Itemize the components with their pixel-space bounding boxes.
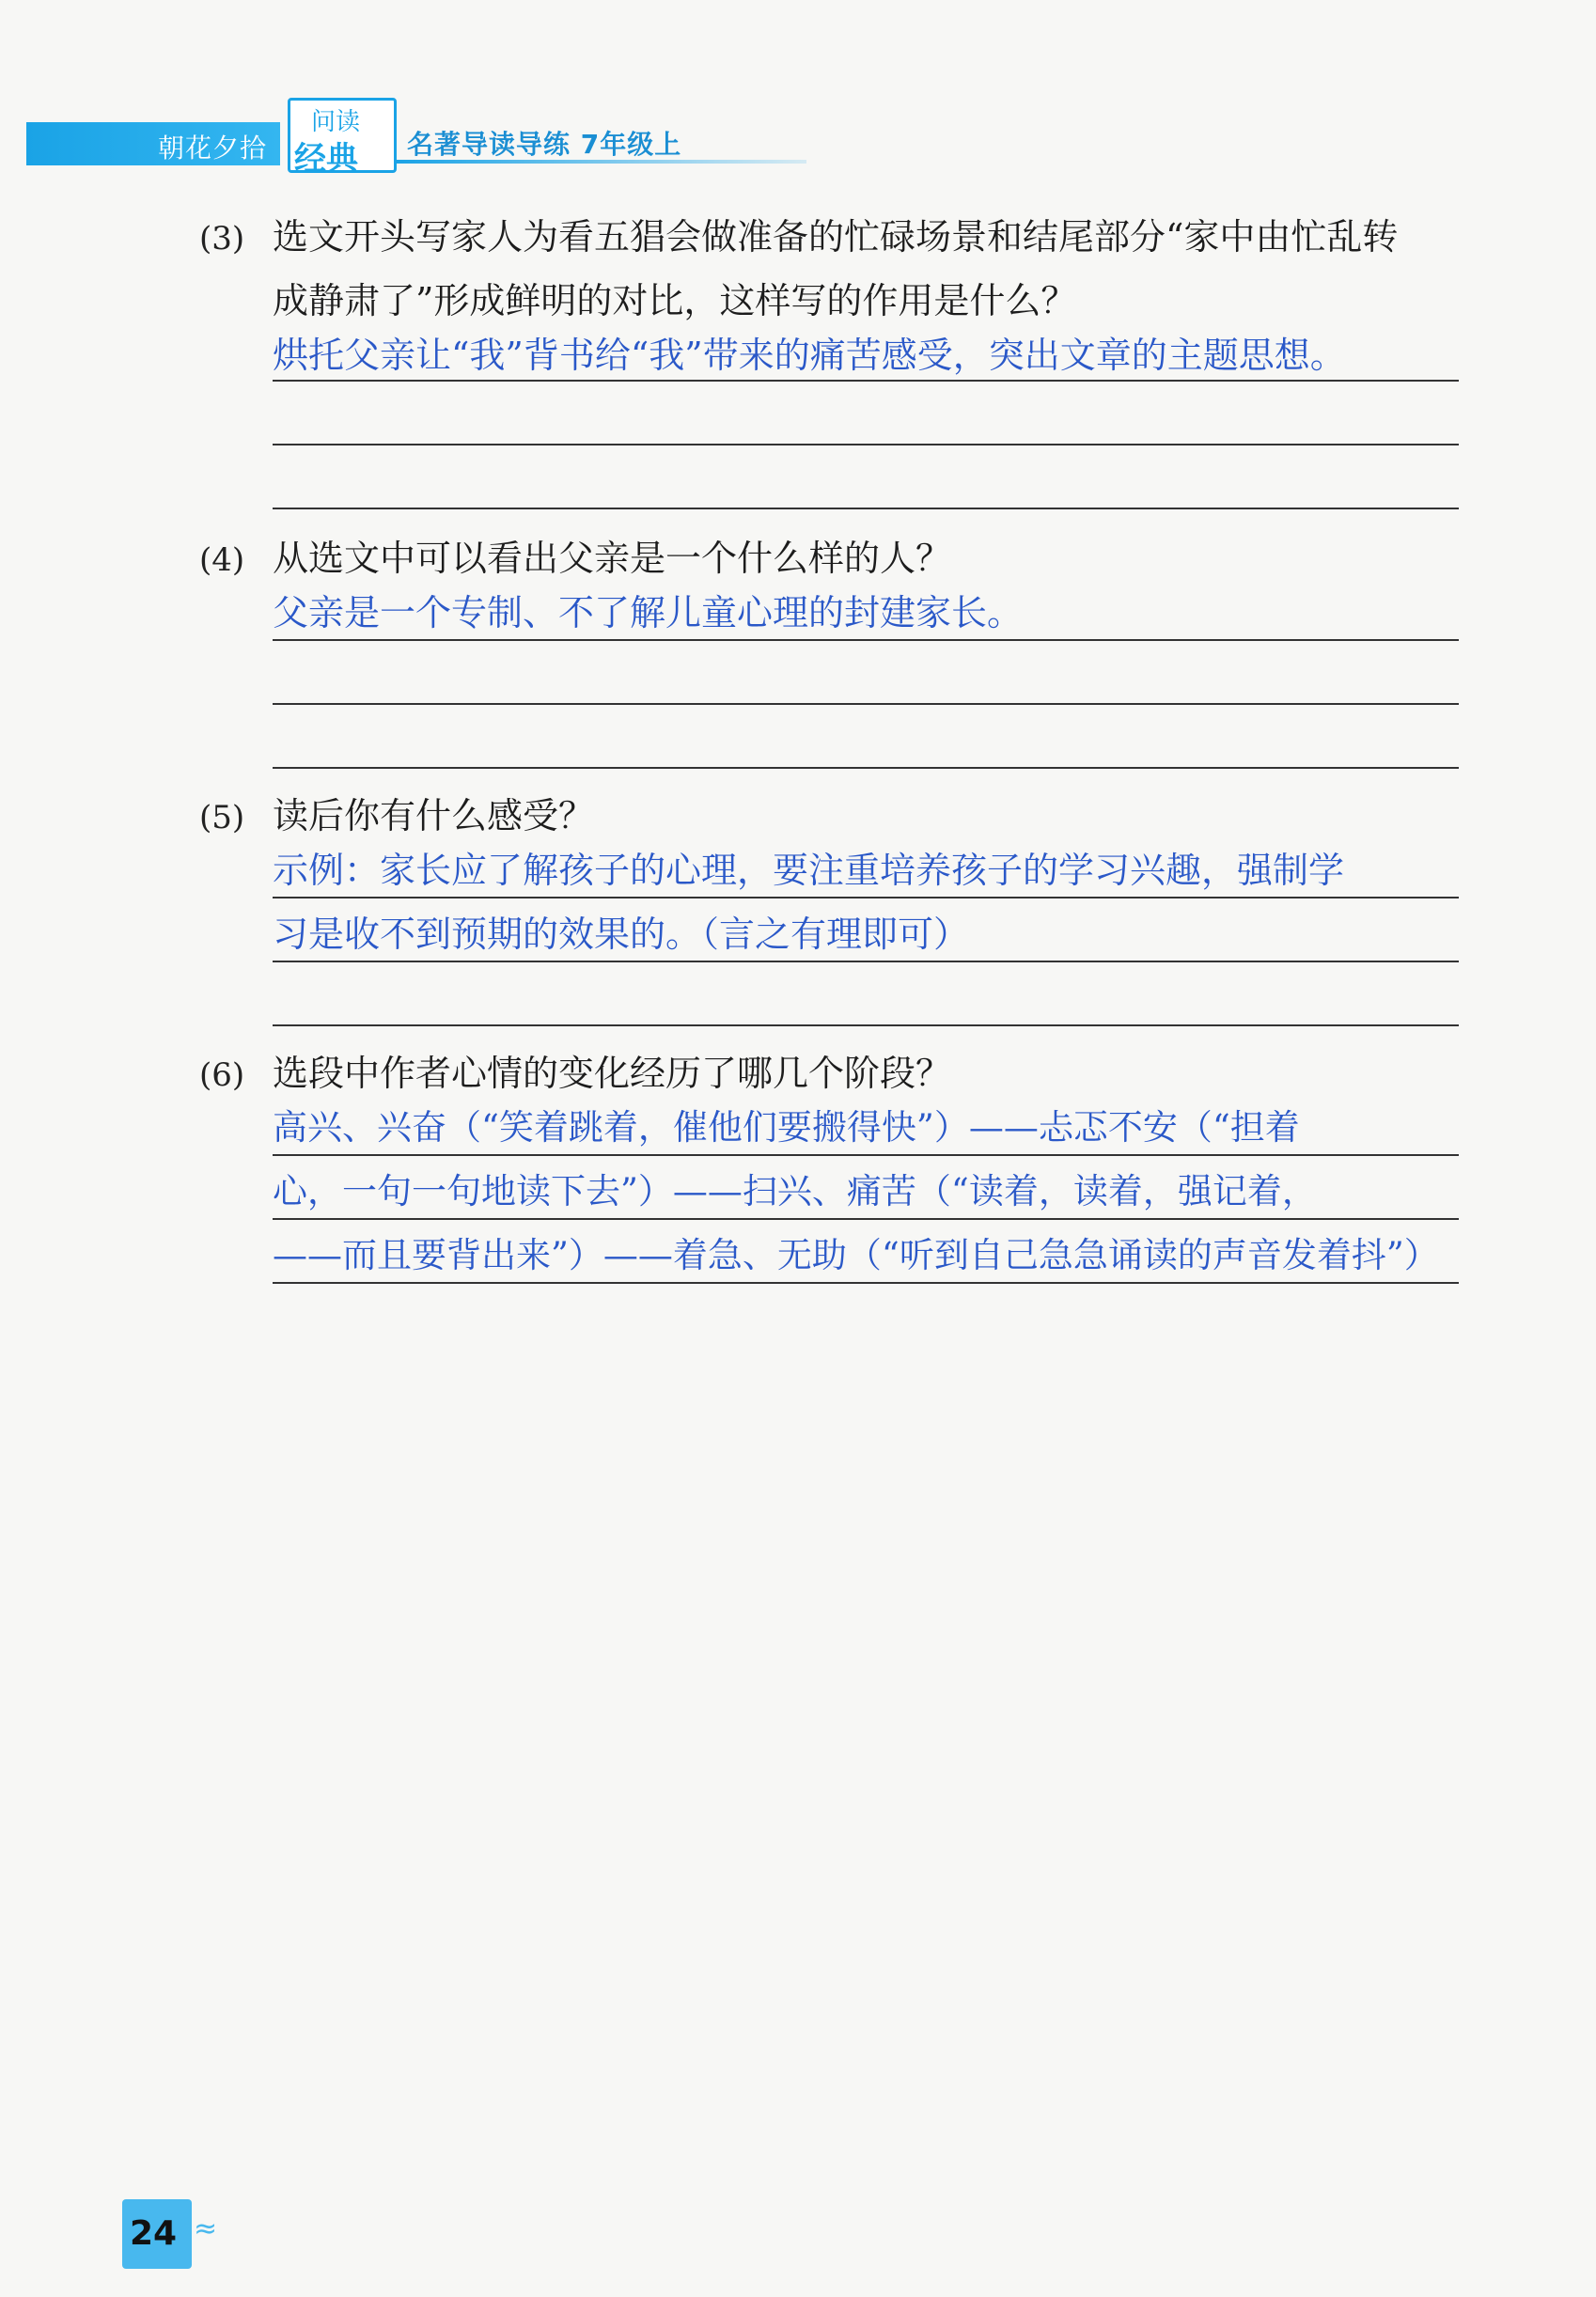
answer-rule (273, 1218, 1459, 1220)
question-number: (5) (199, 799, 245, 836)
answer-rule (273, 897, 1459, 898)
logo-top-text: 问读 (311, 108, 361, 136)
answer-rule (273, 380, 1459, 382)
answer-line: 习是收不到预期的效果的。（言之有理即可） (273, 914, 970, 955)
answer-rule (273, 639, 1459, 641)
answer-line: 心，一句一句地读下去”）——扫兴、痛苦（“读着，读着，强记着， (273, 1171, 1317, 1211)
question-number: (4) (199, 541, 245, 579)
question-line: 选段中作者心情的变化经历了哪几个阶段？ (273, 1053, 952, 1094)
page-number-badge (122, 2192, 216, 2278)
question-line: 读后你有什么感受？ (273, 795, 595, 836)
question-number: (6) (199, 1056, 245, 1094)
logo-bottom-text: 经典 (294, 140, 358, 178)
answer-text (273, 581, 1485, 645)
wave-icon: ≈ (194, 2212, 218, 2245)
answer-line: 高兴、兴奋（“笑着跳着，催他们要搬得快”）——忐忑不安（“担着 (273, 1107, 1300, 1148)
question-number: (3) (199, 220, 245, 258)
answer-rule (273, 961, 1459, 962)
answer-rule (273, 767, 1459, 769)
page-header (26, 94, 806, 178)
question-line: 从选文中可以看出父亲是一个什么样的人？ (273, 538, 952, 579)
answer-rule (273, 703, 1459, 705)
answer-line: 烘托父亲让“我”背书给“我”带来的痛苦感受，突出文章的主题思想。 (273, 335, 1346, 376)
answer-rule (273, 1024, 1459, 1026)
book-subtitle: 名著导读导练 7年级上 (407, 129, 682, 160)
header-underline (395, 160, 806, 164)
answer-line: 父亲是一个专制、不了解儿童心理的封建家长。 (273, 592, 1024, 633)
answer-rule (273, 444, 1459, 445)
page-number: 24 (130, 2214, 178, 2253)
answer-text (273, 323, 1485, 387)
answer-text (273, 1096, 1485, 1288)
answer-rule (273, 508, 1459, 509)
answer-rule (273, 1282, 1459, 1284)
question-text (273, 205, 1459, 333)
answer-line: ——而且要背出来”）——着急、无助（“听到自己急急诵读的声音发着抖”） (273, 1235, 1439, 1275)
question-line: 成静肃了”形成鲜明的对比，这样写的作用是什么？ (273, 280, 1077, 321)
answer-text (273, 838, 1485, 966)
answer-line: 示例：家长应了解孩子的心理，要注重培养孩子的学习兴趣，强制学 (273, 850, 1345, 891)
answer-rule (273, 1154, 1459, 1156)
header-logo-box (288, 98, 397, 178)
question-line: 选文开头写家人为看五猖会做准备的忙碌场景和结尾部分“家中由忙乱转 (273, 216, 1399, 258)
series-title: 朝花夕拾 (158, 133, 268, 164)
